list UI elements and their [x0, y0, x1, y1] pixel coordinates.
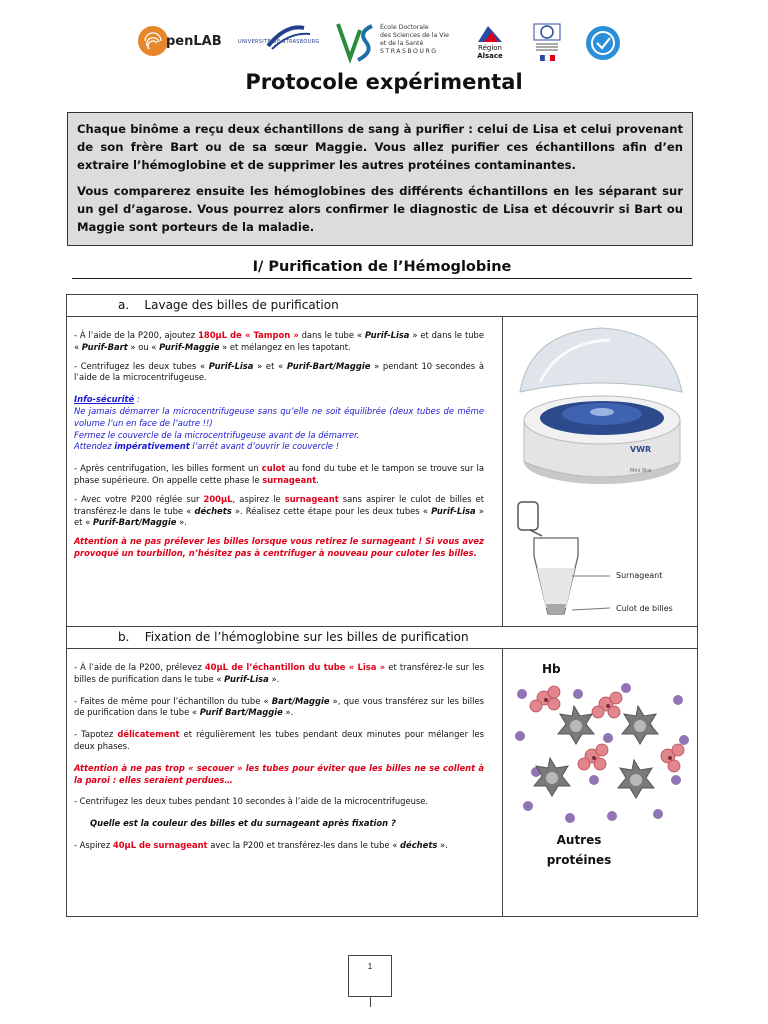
part-b-text	[74, 662, 484, 859]
hb-label: Hb	[542, 662, 561, 676]
badge-circle-icon	[584, 24, 622, 62]
part-a-info-securite: Info-sécurité : Ne jamais démarrer la microcentrifugeuse sans qu’elle ne soit équilibrée (deux tubes de même volume l’un en face de l’autre !!) Fermez le couvercle de la microcentrifugeuse avant de la démarrer. Attendez impérativement l’arrêt avant d’ouvrir le couvercle !	[74, 394, 484, 452]
centrifuge-image	[510, 322, 690, 492]
beads-illustration	[508, 676, 694, 826]
part-b-question: Quelle est la couleur des billes et du surnageant après fixation ?	[90, 818, 396, 829]
part-b-warning: Attention à ne pas trop « secouer » les tubes pour éviter que les billes ne se collent à la paroi : elles seraient perdues…	[74, 762, 484, 785]
section-title: I/ Purification de l’Hémoglobine	[72, 259, 692, 279]
strasbourg-logo	[238, 22, 326, 62]
autres-line-1: Autres	[556, 833, 602, 847]
header-logos	[0, 0, 768, 70]
part-a-step-3: - Après centrifugation, les billes forment un culot au fond du tube et le tampon se trouve sur la phase supérieure. On appelle cette phase le surnageant.	[74, 463, 484, 485]
part-a-heading: a. Lavage des billes de purification	[118, 298, 339, 312]
region-line-1: Région	[478, 44, 502, 52]
autres-proteines-label	[540, 830, 618, 870]
part-a-warning: Attention à ne pas prélever les billes lorsque vous retirez le surnageant ! Si vous avez provoqué un tourbillon, n’hésitez pas à centrifuger à nouveau pour culoter les billes.	[74, 536, 484, 558]
ecole-line-4: STRASBOURG	[380, 48, 438, 55]
tube-pointers	[572, 570, 612, 614]
model-label: Mini Star	[630, 468, 653, 474]
region-line-2: Alsace	[477, 52, 503, 60]
openlab-logo	[136, 22, 232, 62]
page-title: Protocole expérimental	[245, 70, 523, 94]
ecole-line-2: des Sciences de la Vie	[380, 32, 449, 39]
round-badge-logo	[584, 24, 622, 62]
openlab-text: penLAB	[166, 34, 222, 49]
part-b-step-4: - Centrifugez les deux tubes pendant 10 secondes à l’aide de la microcentrifugeuse.	[74, 796, 429, 807]
part-a-text	[74, 330, 484, 567]
surnageant-label: Surnageant	[616, 571, 663, 580]
intro-paragraph-1: Chaque binôme a reçu deux échantillons de sang à purifier : celui de Lisa et celui provenant de son frère Bart ou de sa sœur Maggie. Vous allez purifier ces échantillons afin d’en extraire l’hémoglobine et de supprimer les autres protéines contaminantes.	[77, 122, 683, 172]
strasbourg-text: UNIVERSITÉ DE STRASBOURG	[238, 39, 320, 45]
strasbourg-swoosh-icon	[238, 22, 326, 52]
part-a-step-4: - Avec votre P200 réglée sur 200µL, aspirez le surnageant sans aspirer le culot de billes et transférez-le dans le tube « déchets ». Réalisez cette étape pour les deux tubes « Purif-Lisa » et « Purif-Bart/Maggie ».	[74, 493, 485, 528]
page-number-box	[348, 955, 392, 997]
part-b-step-5: - Aspirez 40µL de surnageant avec la P200 et transférez-les dans le tube « déchets ».	[74, 839, 448, 850]
ecole-doctorale-logo	[336, 20, 462, 64]
region-alsace-logo	[472, 24, 508, 64]
page-number-tick	[370, 997, 371, 1007]
culot-label: Culot de billes	[616, 604, 673, 613]
part-b-step-1: - À l’aide de la P200, prélevez 40µL de l’échantillon du tube « Lisa » et transférez-le sur les billes de purification dans le tube « Purif-Lisa ».	[74, 662, 485, 684]
academie-emblem-icon	[530, 22, 564, 64]
part-b-step-3: - Tapotez délicatement et régulièrement les tubes pendant deux minutes pour mélanger les deux phases.	[74, 729, 484, 751]
intro-box	[67, 112, 693, 246]
part-a-step-2: - Centrifugez les deux tubes « Purif-Lisa » et « Purif-Bart/Maggie » pendant 10 secondes à l’aide de la microcentrifugeuse.	[74, 360, 484, 383]
ecole-line-1: École Doctorale	[380, 24, 429, 31]
page-number: 1	[367, 962, 373, 971]
part-b-heading: b. Fixation de l’hémoglobine sur les billes de purification	[118, 630, 469, 644]
academie-logo	[530, 22, 564, 64]
autres-line-2: protéines	[546, 853, 612, 867]
vs-mark-icon	[336, 20, 376, 64]
part-a-step-1: - À l’aide de la P200, ajoutez 180µL de « Tampon » dans le tube « Purif-Lisa » et dans le tube « Purif-Bart » ou « Purif-Maggie » et mélangez en les tapotant.	[74, 330, 485, 352]
intro-paragraph-2: Vous comparerez ensuite les hémoglobines des différents échantillons en les séparant sur un gel d’agarose. Vous pourrez alors confirmer le diagnostic de Lisa et découvrir si Bart ou Maggie sont porteurs de la maladie.	[77, 184, 683, 234]
region-shape-icon	[472, 24, 508, 44]
part-b-step-2: - Faites de même pour l’échantillon du tube « Bart/Maggie », que vous transférez sur les billes de purification dans le tube « Purif Bart/Maggie ».	[74, 695, 484, 718]
vwr-brand-label: VWR	[630, 445, 652, 454]
ecole-line-3: et de la Santé	[380, 40, 424, 47]
